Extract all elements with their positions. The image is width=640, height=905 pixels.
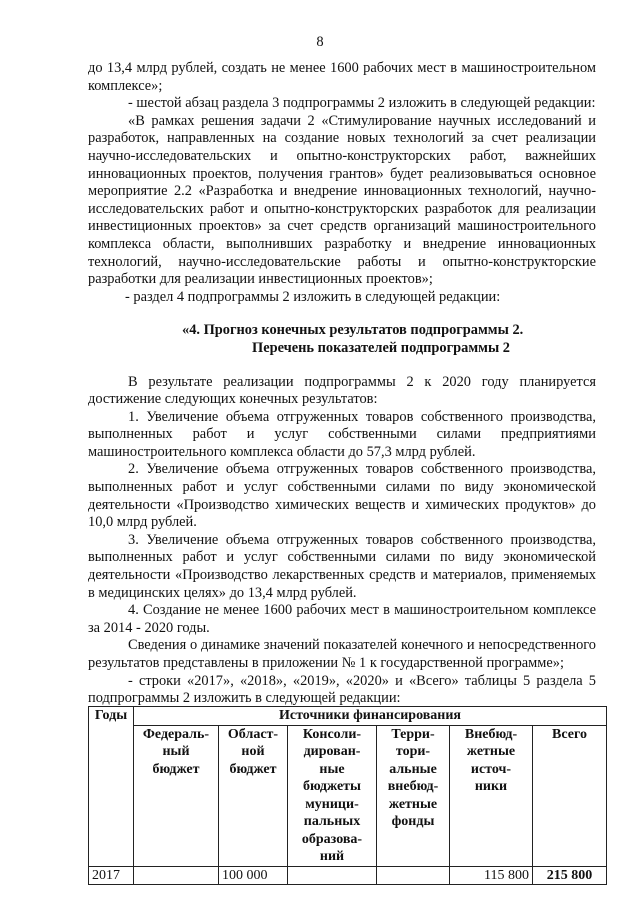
table-subheader-row <box>89 725 607 866</box>
header-territorial: Терри- тори- альные внебюд- жетные фонды <box>377 725 450 866</box>
header-federal: Федераль- ный бюджет <box>134 725 219 866</box>
paragraph-indicators: Сведения о динамике значений показателей конечного и непосредственного результатов представлены в приложении № 1 к государственной программе»; <box>88 637 596 671</box>
paragraph-amendment-3: - строки «2017», «2018», «2019», «2020» и «Всего» таблицы 5 раздела 5 подпрограммы 2 изложить в следующей редакции: <box>88 672 596 707</box>
cell-year: 2017 <box>89 866 134 885</box>
cell-extrabudget: 115 800 <box>450 866 533 885</box>
document-body <box>88 60 596 708</box>
header-years: Годы <box>89 707 134 867</box>
section-heading <box>88 322 596 357</box>
section-heading-line-1: «4. Прогноз конечных результатов подпрограммы 2. <box>182 322 524 339</box>
header-municipal: Консоли- дирован- ные бюджеты муници- пальных образова- ний <box>288 725 377 866</box>
table-row <box>89 866 607 885</box>
header-total: Всего <box>533 725 607 866</box>
cell-federal <box>134 866 219 885</box>
section-heading-line-2: Перечень показателей подпрограммы 2 <box>252 339 510 356</box>
table-header-row <box>89 707 607 726</box>
paragraph-result-1: 1. Увеличение объема отгруженных товаров собственного производства, выполненных работ и услуг собственными силами предприятиями машиностроительного комплекса области до 57,3 млрд рублей. <box>88 408 596 460</box>
paragraph-amendment-2: - раздел 4 подпрограммы 2 изложить в следующей редакции: <box>125 288 501 305</box>
cell-territorial <box>377 866 450 885</box>
header-regional: Област- ной бюджет <box>219 725 288 866</box>
paragraph-continuation: до 13,4 млрд рублей, создать не менее 1600 рабочих мест в машиностроительном комплексе»; <box>88 60 596 94</box>
paragraph-result-4: 4. Создание не менее 1600 рабочих мест в машиностроительном комплексе за 2014 - 2020 годы. <box>88 602 596 636</box>
paragraph-amendment-1: - шестой абзац раздела 3 подпрограммы 2 изложить в следующей редакции: <box>128 95 596 112</box>
paragraph-results-intro: В результате реализации подпрограммы 2 к 2020 году планируется достижение следующих конечных результатов: <box>88 373 596 408</box>
header-financing-sources: Источники финансирования <box>134 707 607 726</box>
page-number: 8 <box>316 34 324 50</box>
paragraph-result-3: 3. Увеличение объема отгруженных товаров собственного производства, выполненных работ и услуг собственными силами по виду экономической деятельности «Производство лекарственных средств и материалов, применяемых в медицинских целях» до 13,4 млрд рублей. <box>88 531 596 601</box>
cell-regional: 100 000 <box>219 866 288 885</box>
financing-table <box>88 706 607 885</box>
paragraph-quoted-text: «В рамках решения задачи 2 «Стимулирование научных исследований и разработок, направленных на создание новых технологий за счет реализации научно-исследовательских и опытно-конструкторских работ, важнейших инновационных проектов, получения грантов» будет реализовываться основное мероприятие 2.2 «Разработка и внедрение инновационных технологий, научно-исследовательских работ и опытно-конструкторских разработок для реализации инвестиционных проектов» за счет средств организаций машиностроительного комплекса области, выполнивших разработку и внедрение инновационных технологий, научно-исследовательские работы и опытно-конструкторские разработки для реализации инвестиционных проектов»; <box>88 112 596 288</box>
cell-municipal <box>288 866 377 885</box>
paragraph-result-2: 2. Увеличение объема отгруженных товаров собственного производства, выполненных работ и услуг собственными силами по виду экономической деятельности «Производство химических веществ и химических продуктов» до 10,0 млрд рублей. <box>88 461 596 531</box>
cell-total: 215 800 <box>533 866 607 885</box>
header-extrabudget: Внебюд- жетные источ- ники <box>450 725 533 866</box>
